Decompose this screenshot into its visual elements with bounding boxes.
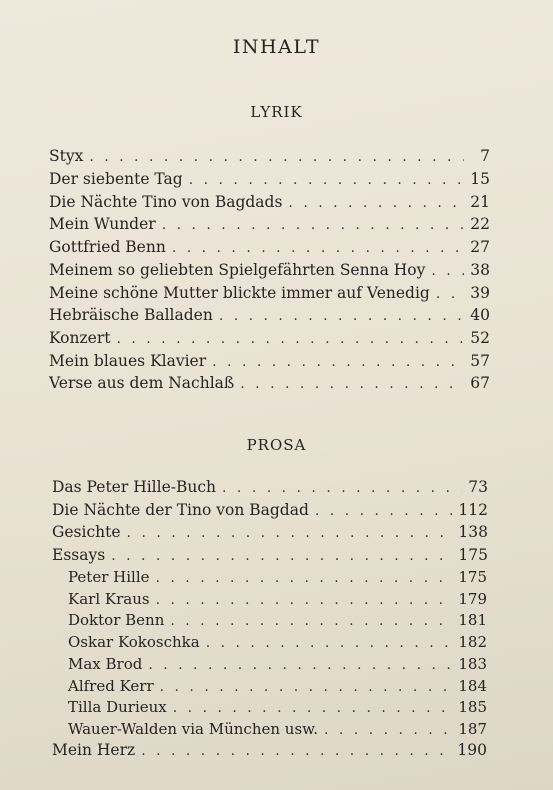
toc-entry-page: 7 xyxy=(480,147,490,165)
dot-leader xyxy=(324,720,452,740)
dot-leader xyxy=(111,546,452,566)
dot-leader xyxy=(240,374,464,394)
toc-entry-title: Verse aus dem Nachlaß xyxy=(49,374,235,392)
toc-entry xyxy=(49,305,490,326)
toc-entry-title: Mein Herz xyxy=(52,741,136,759)
toc-entry-title: Alfred Kerr xyxy=(68,677,154,695)
dot-leader xyxy=(172,238,464,258)
toc-entry-page: 27 xyxy=(470,238,490,256)
toc-entry-page: 182 xyxy=(458,633,487,651)
toc-entry-page: 52 xyxy=(470,329,490,347)
section-heading-prosa: PROSA xyxy=(246,436,307,454)
toc-subentry xyxy=(68,654,487,675)
toc-entry-page: 185 xyxy=(458,698,487,716)
toc-entry-title: Peter Hille xyxy=(68,568,150,586)
toc-entry xyxy=(49,260,490,281)
toc-entry-page: 39 xyxy=(470,284,490,302)
section-heading-lyrik: LYRIK xyxy=(250,103,303,121)
dot-leader xyxy=(141,741,451,761)
toc-entry-title: Das Peter Hille-Buch xyxy=(52,478,217,496)
toc-entry-title: Meinem so geliebten Spielgefährten Senna Hoy xyxy=(49,261,426,279)
toc-subentry xyxy=(68,697,487,718)
toc-entry-title: Hebräische Balladen xyxy=(49,306,213,324)
dot-leader xyxy=(436,284,464,304)
toc-subentry xyxy=(68,589,487,610)
toc-entry xyxy=(49,169,490,190)
toc-entry xyxy=(52,522,488,543)
dot-leader xyxy=(189,170,464,190)
toc-entry-title: Karl Kraus xyxy=(68,590,150,608)
toc-entry-title: Doktor Benn xyxy=(68,611,165,629)
dot-leader xyxy=(431,261,464,281)
toc-entry-title: Essays xyxy=(52,546,106,564)
toc-entry-title: Der siebente Tag xyxy=(49,170,183,188)
dot-leader xyxy=(212,352,464,372)
toc-entry-title: Die Nächte Tino von Bagdads xyxy=(49,193,283,211)
toc-entry-page: 40 xyxy=(470,306,490,324)
toc-entry-title: Gottfried Benn xyxy=(49,238,166,256)
toc-entry-title: Meine schöne Mutter blickte immer auf Venedig xyxy=(49,284,430,302)
toc-subentry xyxy=(68,610,487,631)
toc-subentry xyxy=(68,719,487,740)
toc-entry-title: Wauer-Walden via München usw. xyxy=(68,720,318,738)
dot-leader xyxy=(156,590,453,610)
toc-entry-title: Die Nächte der Tino von Bagdad xyxy=(52,501,309,519)
toc-entry-page: 181 xyxy=(458,611,487,629)
toc-entry-page: 138 xyxy=(458,523,488,541)
dot-leader xyxy=(156,568,453,588)
dot-leader xyxy=(160,677,453,697)
toc-entry-page: 187 xyxy=(458,720,487,738)
toc-subentry xyxy=(68,632,487,653)
dot-leader xyxy=(89,147,464,167)
toc-entry-page: 175 xyxy=(458,568,487,586)
toc-entry xyxy=(49,373,490,394)
toc-entry-page: 73 xyxy=(468,478,488,496)
toc-entry xyxy=(52,545,488,566)
toc-entry xyxy=(49,237,490,258)
toc-subentry xyxy=(68,567,487,588)
toc-entry xyxy=(49,146,490,167)
toc-entry xyxy=(49,283,490,304)
toc-entry-title: Konzert xyxy=(49,329,111,347)
dot-leader xyxy=(219,306,464,326)
toc-entry-page: 175 xyxy=(458,546,488,564)
dot-leader xyxy=(206,633,453,653)
toc-entry-page: 21 xyxy=(470,193,490,211)
toc-entry-title: Mein Wunder xyxy=(49,215,156,233)
dot-leader xyxy=(222,478,462,498)
toc-entry-page: 38 xyxy=(470,261,490,279)
toc-subentry xyxy=(68,676,487,697)
toc-entry-title: Tilla Durieux xyxy=(68,698,167,716)
toc-entry-title: Max Brod xyxy=(68,655,143,673)
page-title: INHALT xyxy=(232,36,321,58)
dot-leader xyxy=(127,523,453,543)
dot-leader xyxy=(116,329,464,349)
toc-entry-page: 179 xyxy=(458,590,487,608)
toc-entry-page: 67 xyxy=(470,374,490,392)
toc-entry xyxy=(49,328,490,349)
toc-entry-title: Oskar Kokoschka xyxy=(68,633,200,651)
toc-entry-page: 57 xyxy=(470,352,490,370)
toc-entry-page: 15 xyxy=(470,170,490,188)
toc-entry-page: 184 xyxy=(458,677,487,695)
dot-leader xyxy=(315,501,453,521)
toc-entry-title: Styx xyxy=(49,147,84,165)
toc-entry-title: Gesichte xyxy=(52,523,121,541)
toc-entry-title: Mein blaues Klavier xyxy=(49,352,207,370)
toc-entry xyxy=(52,500,488,521)
toc-entry xyxy=(49,351,490,372)
toc-entry xyxy=(49,214,490,235)
dot-leader xyxy=(162,215,464,235)
toc-entry xyxy=(52,477,488,498)
toc-entry xyxy=(52,740,487,761)
dot-leader xyxy=(288,193,464,213)
toc-entry-page: 112 xyxy=(458,501,488,519)
dot-leader xyxy=(148,655,452,675)
dot-leader xyxy=(170,611,452,631)
toc-entry-page: 183 xyxy=(458,655,487,673)
dot-leader xyxy=(173,698,453,718)
toc-entry-page: 190 xyxy=(457,741,487,759)
toc-entry-page: 22 xyxy=(470,215,490,233)
toc-entry xyxy=(49,192,490,213)
